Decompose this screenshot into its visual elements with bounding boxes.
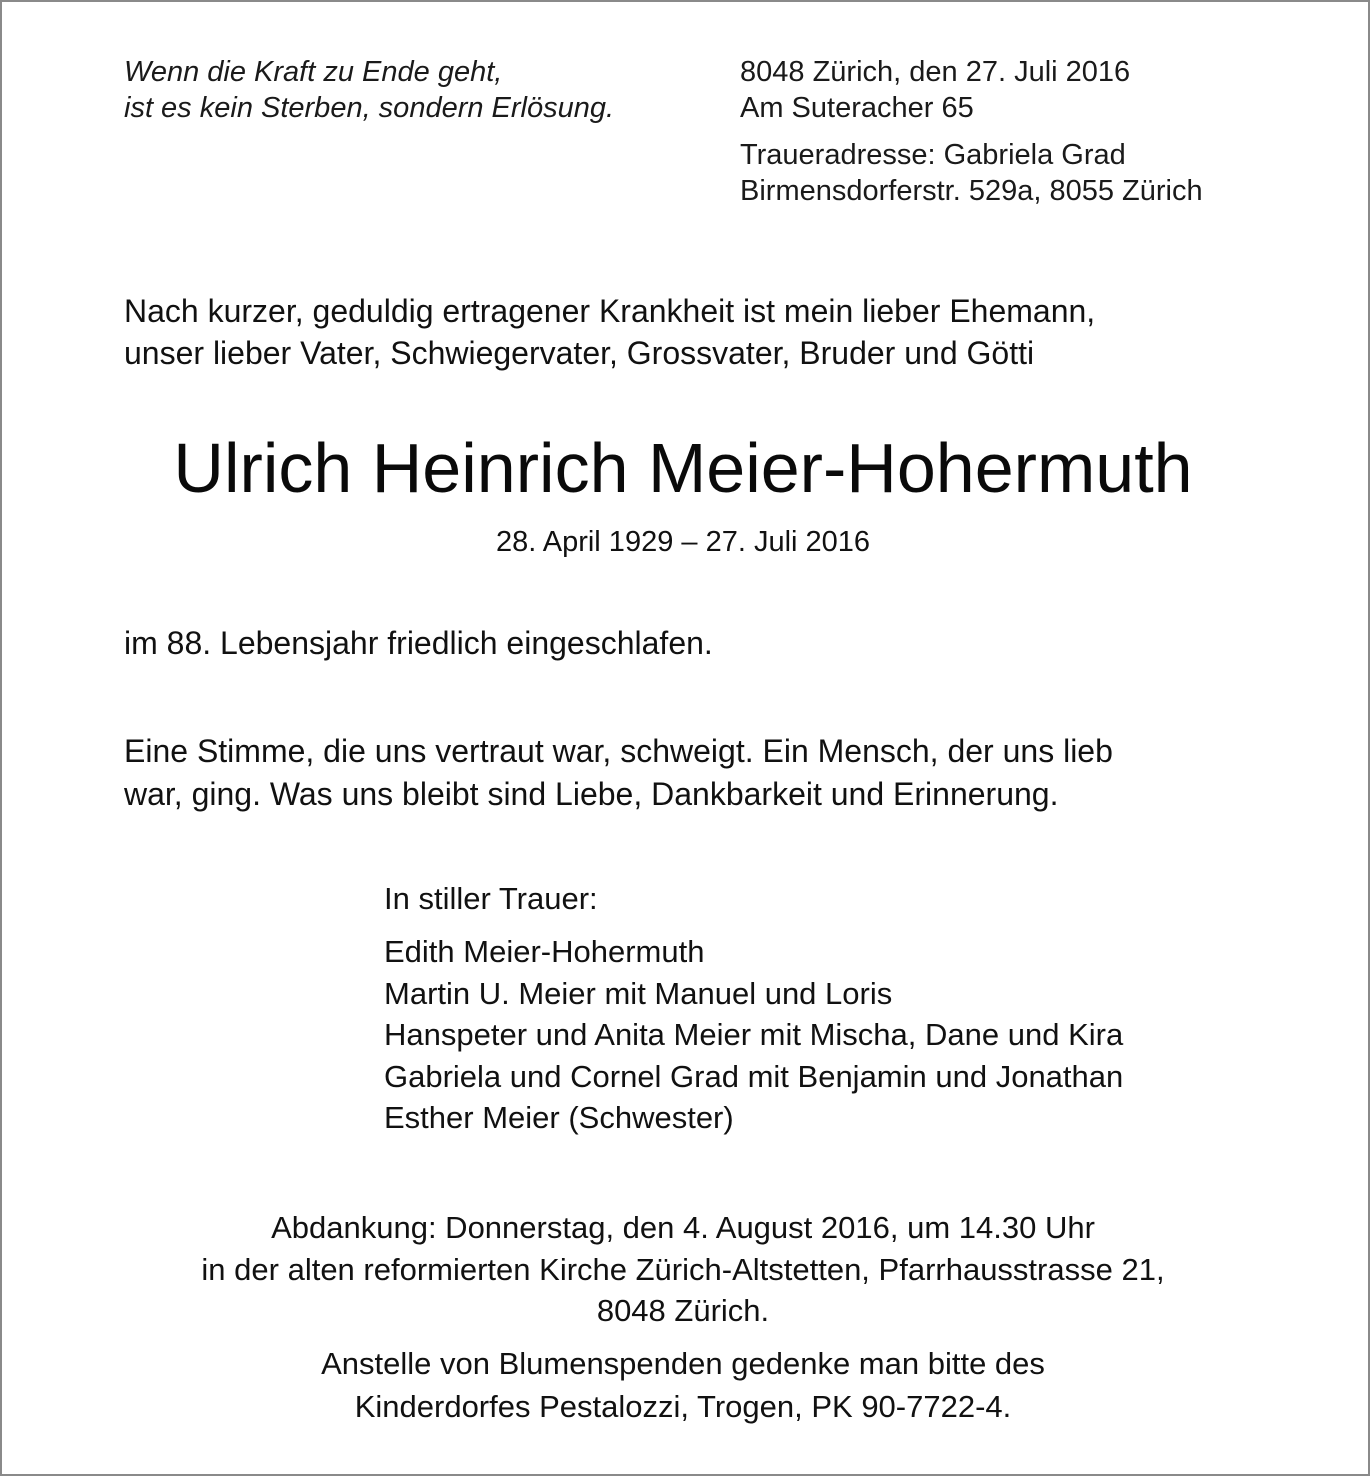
motto-line: ist es kein Sterben, sondern Erlösung. bbox=[124, 92, 615, 124]
mourning-address-line: Traueradresse: Gabriela Grad bbox=[740, 139, 1126, 171]
mourner-entry: Edith Meier-Hohermuth bbox=[384, 934, 705, 969]
intro-line: Nach kurzer, geduldig ertragener Krankheit ist mein lieber Ehemann, bbox=[124, 293, 1096, 329]
intro-text bbox=[124, 290, 1095, 374]
mourner-entry: Gabriela und Cornel Grad mit Benjamin und Jonathan bbox=[384, 1058, 1124, 1094]
service-line: in der alten reformierten Kirche Zürich-Altstetten, Pfarrhausstrasse 21, bbox=[201, 1251, 1165, 1287]
life-dates: 28. April 1929 – 27. Juli 2016 bbox=[495, 526, 871, 558]
quote-line: war, ging. Was uns bleibt sind Liebe, Dankbarkeit und Erinnerung. bbox=[124, 776, 1059, 812]
quote-text bbox=[124, 730, 1113, 816]
motto-verse bbox=[124, 54, 614, 126]
mourning-address bbox=[740, 137, 1203, 209]
deceased-name: Ulrich Heinrich Meier-Hohermuth bbox=[173, 429, 1193, 507]
home-address-line: Am Suteracher 65 bbox=[740, 92, 974, 124]
place-date-line: 8048 Zürich, den 27. Juli 2016 bbox=[740, 56, 1131, 88]
funeral-service-info bbox=[0, 1207, 1366, 1332]
mourners-list bbox=[384, 931, 1123, 1139]
place-and-date bbox=[740, 54, 1130, 126]
passing-text: im 88. Lebensjahr friedlich eingeschlafen. bbox=[124, 625, 713, 661]
motto-line: Wenn die Kraft zu Ende geht, bbox=[124, 56, 503, 88]
service-line: 8048 Zürich. bbox=[596, 1293, 770, 1328]
quote-line: Eine Stimme, die uns vertraut war, schweigt. Ein Mensch, der uns lieb bbox=[124, 733, 1113, 769]
mourning-address-line: Birmensdorferstr. 529a, 8055 Zürich bbox=[740, 175, 1203, 207]
donation-line: Anstelle von Blumenspenden gedenke man bitte des bbox=[321, 1346, 1045, 1381]
mourner-entry: Hanspeter und Anita Meier mit Mischa, Dane und Kira bbox=[384, 1017, 1124, 1052]
mourners-heading: In stiller Trauer: bbox=[384, 881, 598, 916]
mourner-entry: Martin U. Meier mit Manuel und Loris bbox=[384, 975, 893, 1011]
donation-line: Kinderdorfes Pestalozzi, Trogen, PK 90-7722-4. bbox=[354, 1389, 1012, 1424]
mourner-entry: Esther Meier (Schwester) bbox=[384, 1100, 734, 1135]
intro-line: unser lieber Vater, Schwiegervater, Grossvater, Bruder und Götti bbox=[124, 335, 1035, 371]
service-line: Abdankung: Donnerstag, den 4. August 2016, um 14.30 Uhr bbox=[271, 1210, 1095, 1245]
donation-note bbox=[0, 1342, 1366, 1428]
